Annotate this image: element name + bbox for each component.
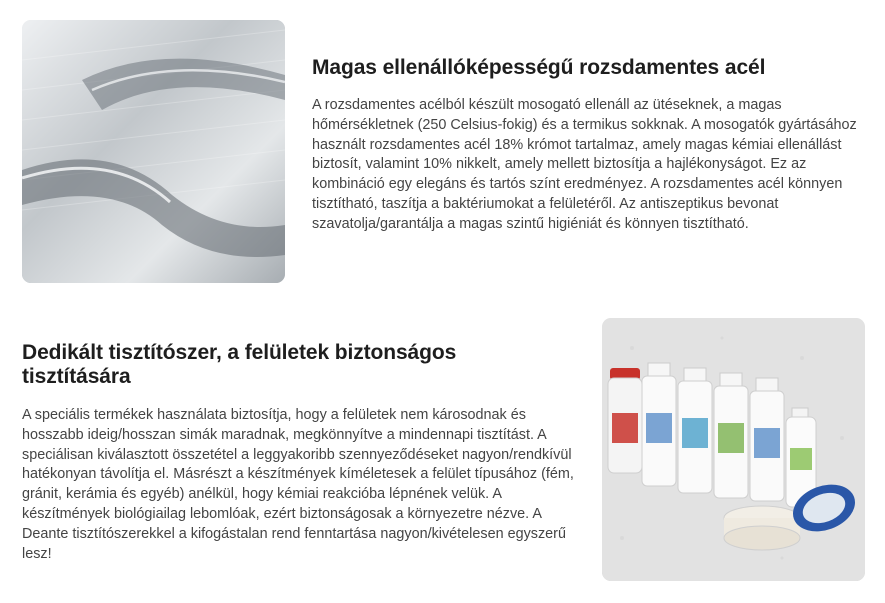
cleaning-products-photo	[602, 318, 865, 581]
section-1-heading: Magas ellenállóképességű rozsdamentes acél	[312, 56, 766, 79]
section-1-text: A rozsdamentes acélból készült mosogató ellenáll az ütéseknek, a magas hőmérsékletnek (250 Celsius-fokig) és a termikus sokknak. A mosogatók gyártásához használt rozsdamentes acél 18% krómot tartalmaz, amely magas kémiai ellenállást biztosít, valamint 10% nikkelt, amely mellett biztosítja a hajlékonyságot. Ez az kombináció egy elegáns és tartós színt eredményez. A rozsdamentes acél könnyen tisztítható, taszítja a baktériumokat a felületéről. Az antiszeptikus bevonat szavatolja/garantálja a magas szintű higiéniát és könnyen tisztítható.	[312, 97, 857, 232]
stainless-steel-photo	[22, 20, 285, 283]
stainless-steel-illustration	[22, 20, 285, 283]
section-2-text: A speciális termékek használata biztosítja, hogy a felületek nem károsodnak és hosszabb ideig/hosszan simák maradnak, megkönnyítve a mindennapi tisztítást. A speciálisan kiválasztott összetétel a leggyakoribb szennyeződéseket nagyon/rendkívül hatékonyan távolítja el. Másrészt a készítmények kíméletesek a felület típusához (fém, gránit, kerámia és egyéb) anélkül, hogy kémiai reakcióba lépnének velük. A készítmények biológiailag lebomlóak, ezért biztonságosak a környezetre nézve. A Deante tisztítószerekkel a kifogástalan rend fenntartása nagyon/kivételesen egyszerű lesz!	[22, 407, 574, 562]
section-2-heading: Dedikált tisztítószer, a felületek biztonságos tisztítására	[22, 341, 457, 388]
cleaning-products-illustration	[602, 318, 865, 581]
